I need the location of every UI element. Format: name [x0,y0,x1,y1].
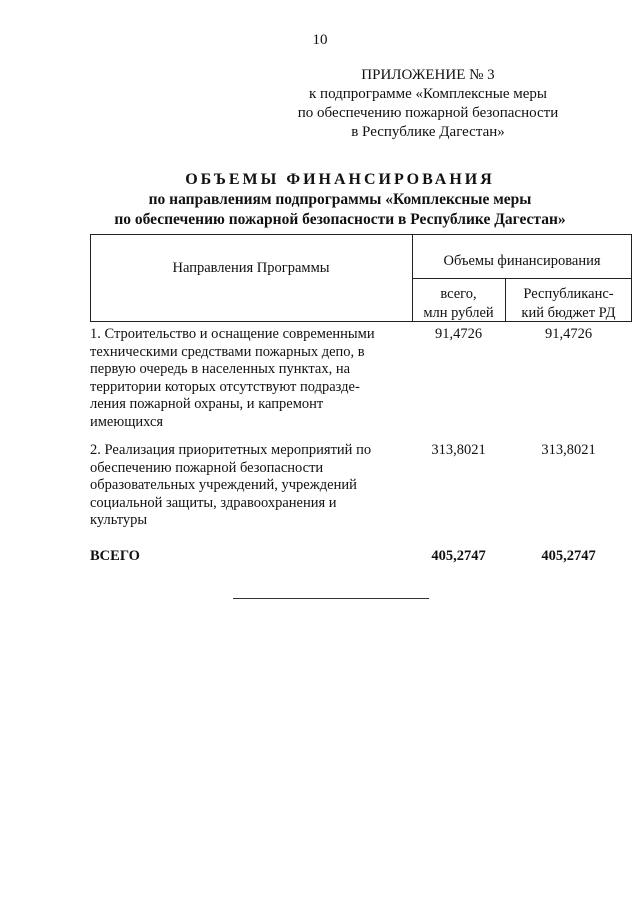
title-line-3: по обеспечению пожарной безопасности в Республике Дагестан» [114,211,566,228]
table-row [90,442,632,540]
row-text-line: первую очередь в населенных пунктах, на [90,361,351,377]
total-label: ВСЕГО [90,548,140,564]
row-text-line: образовательных учреждений, учреждений [90,477,357,493]
table-total-row [90,540,632,570]
financing-table [90,234,632,570]
row-total-value: 91,4726 [434,326,483,342]
row-text-line: 2. Реализация приоритетных мероприятий по [90,442,372,458]
title-line-2: по направлениям подпрограммы «Комплексные меры [148,191,532,208]
header-total-line-1: всего, [440,286,477,302]
closing-rule [233,598,429,599]
row-text-line: техническими средствами пожарных депо, в [90,343,365,360]
appendix-line-2: к подпрограмме «Комплексные меры [309,86,547,102]
header-republic-line-1: Республиканс- [523,286,614,302]
header-total-line-2: млн рублей [423,305,494,321]
row-republic-value: 313,8021 [541,442,596,458]
total-sum-value: 405,2747 [431,548,486,564]
row-text-line: 1. Строительство и оснащение современными [90,326,375,342]
row-text-line: обеспечению пожарной безопасности [90,459,324,476]
title-line-1: ОБЪЕМЫ ФИНАНСИРОВАНИЯ [185,171,495,188]
appendix-line-3: по обеспечению пожарной безопасности [297,105,559,121]
page-number: 10 [312,32,328,48]
header-split-line [412,278,632,279]
header-volumes: Объемы финансирования [443,253,601,269]
row-text-line: социальной защиты, здравоохранения и [90,494,337,511]
row-description [90,326,408,431]
row-text-line: культуры [90,512,148,528]
header-total [412,285,505,323]
document-title [0,170,640,230]
table-row [90,322,632,442]
row-republic-value: 91,4726 [544,326,593,342]
table-left-border [90,235,91,321]
header-republic-budget [505,285,632,323]
header-directions: Направления Программы [172,260,330,276]
row-text-line: ления пожарной охраны, и капремонт [90,396,324,412]
appendix-line-4: в Республике Дагестан» [351,124,505,140]
row-total-value: 313,8021 [431,442,486,458]
row-text-line: территории которых отсутствуют подразде- [90,378,360,395]
total-republic-value: 405,2747 [541,548,596,564]
table-header [90,234,632,322]
row-description [90,442,408,530]
appendix-block [278,66,578,142]
header-republic-line-2: кий бюджет РД [521,305,616,321]
appendix-line-1: ПРИЛОЖЕНИЕ № 3 [361,67,495,83]
row-text-line: имеющихся [90,413,164,430]
